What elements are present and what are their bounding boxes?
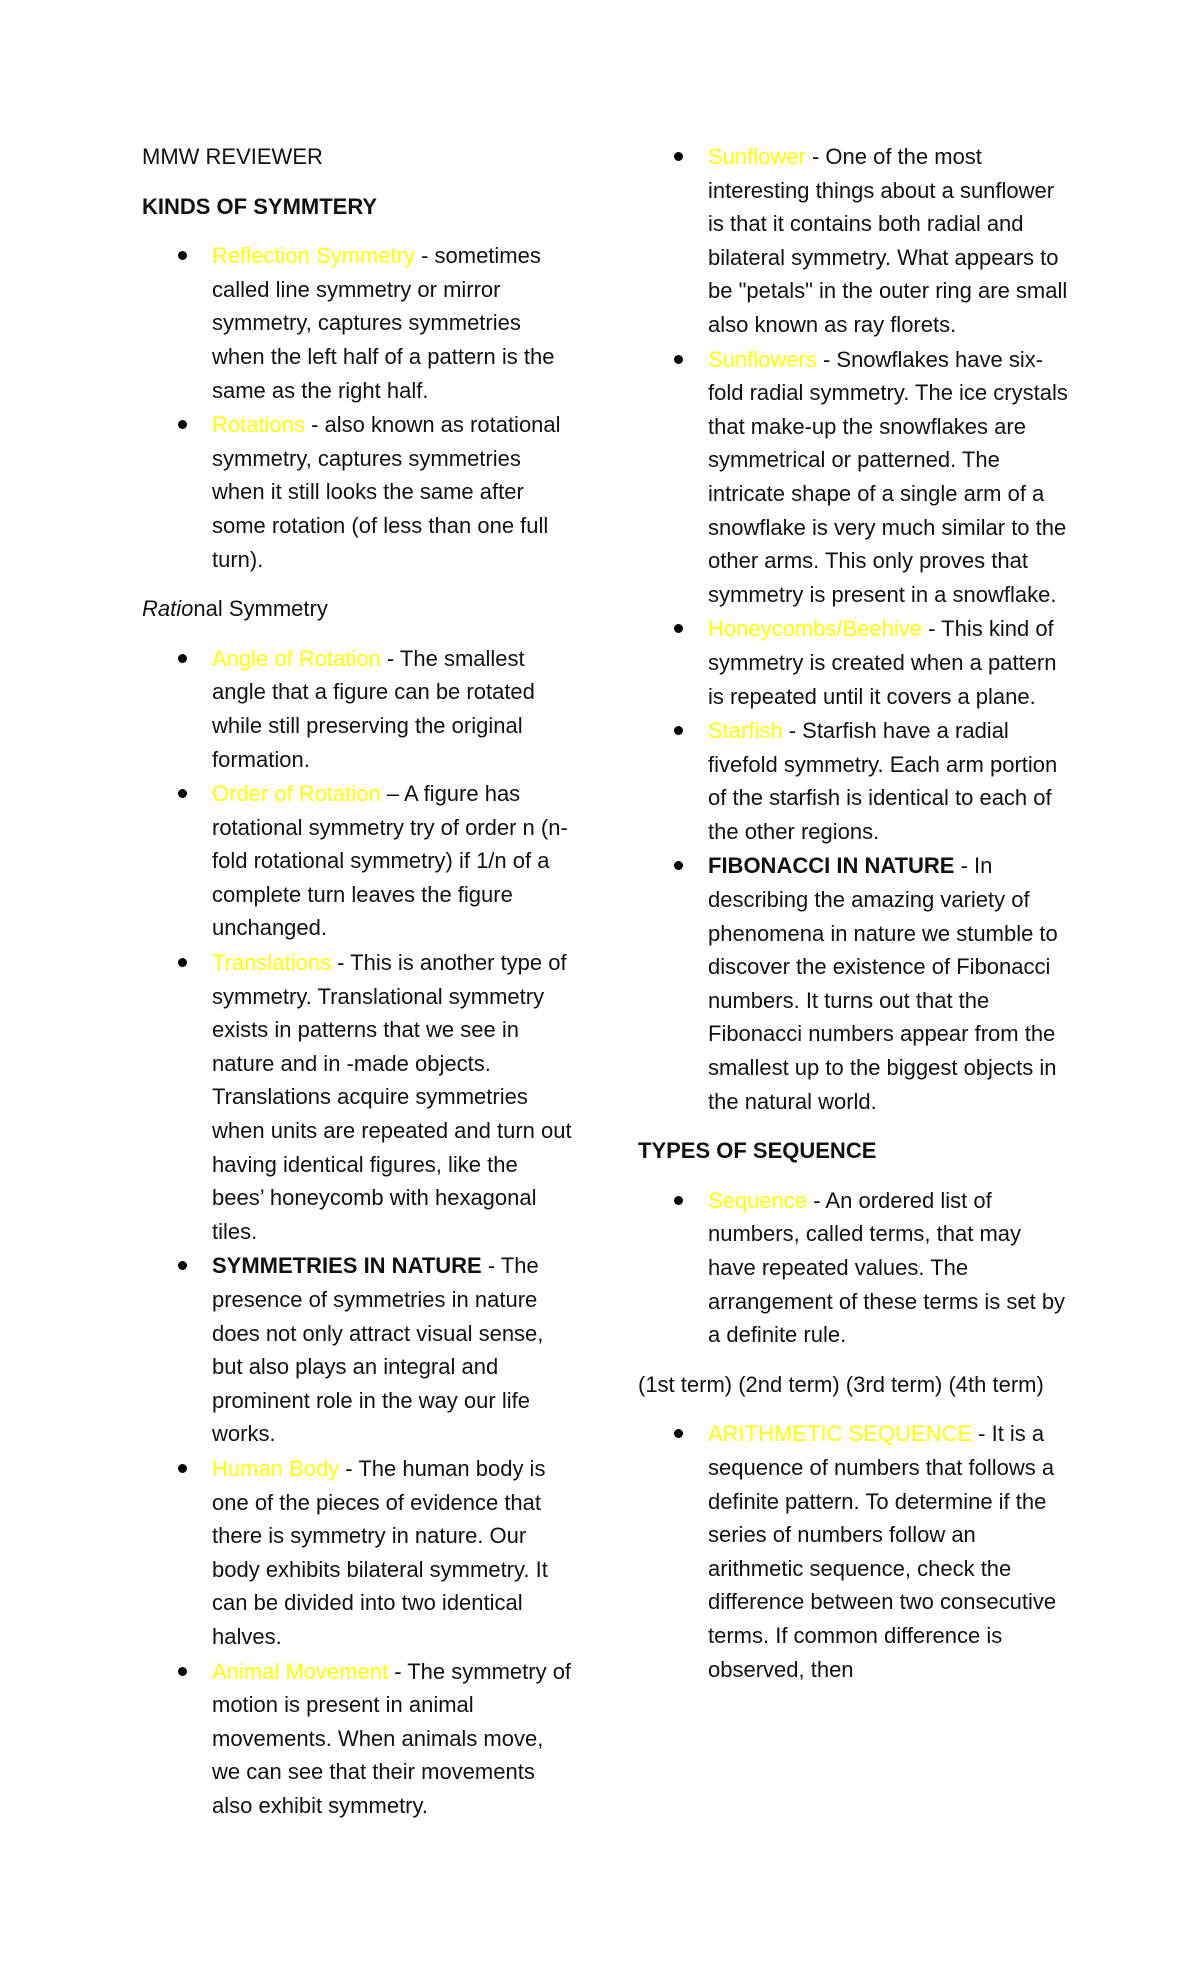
term-label: Sunflowers bbox=[708, 346, 817, 372]
term-label: Rotations bbox=[212, 412, 305, 438]
term-label: Order of Rotation bbox=[212, 781, 381, 807]
term-description: - The presence of symmetries in nature does not only attract visual sense, but also plays an integral and prominent role in the way our life works. bbox=[212, 1253, 544, 1447]
list-item bbox=[638, 1417, 1068, 1686]
term-label: ARITHMETIC SEQUENCE bbox=[708, 1421, 973, 1447]
bullet-icon bbox=[674, 152, 683, 161]
term-description: - The symmetry of motion is present in animal movements. When animals move, we can see that their movements also exhibit symmetry. bbox=[212, 1658, 572, 1818]
bullet-icon bbox=[178, 251, 187, 260]
subheading-rational-symmetry bbox=[142, 592, 572, 626]
term-description: - also known as rotational symmetry, captures symmetries when it still looks the same after some rotation (of less than one full turn). bbox=[212, 412, 561, 572]
list-item bbox=[142, 239, 572, 407]
term-label: Reflection Symmetry bbox=[212, 243, 415, 269]
term-description: - The smallest angle that a figure can be rotated while still preserving the original formation. bbox=[212, 645, 535, 772]
list-item bbox=[142, 777, 572, 945]
list-item bbox=[638, 140, 1068, 342]
list-item bbox=[638, 1184, 1068, 1352]
term-description: - Snowflakes have six-fold radial symmetry. The ice crystals that make-up the snowflakes are symmetrical or patterned. The intricate shape of a single arm of a snowflake is very much similar to the other arms. This only proves that symmetry is present in a snowflake. bbox=[708, 346, 1068, 607]
term-description: - An ordered list of numbers, called terms, that may have repeated values. The arrangement of these terms is set by a definite rule. bbox=[708, 1187, 1066, 1348]
bullet-icon bbox=[674, 1196, 683, 1205]
list-item-symmetries-in-nature bbox=[142, 1249, 572, 1451]
term-description: - The human body is one of the pieces of evidence that there is symmetry in nature. Our body exhibits bilateral symmetry. It can be divided into two identical halves. bbox=[212, 1455, 548, 1649]
list-item bbox=[142, 1655, 572, 1823]
bullet-icon bbox=[178, 1464, 187, 1473]
rational-symmetry-list bbox=[142, 642, 572, 1823]
term-description: - This is another type of symmetry. Translational symmetry exists in patterns that we see in nature and in -made objects. Translations acquire symmetries when units are repeated and turn out having identical figures, like the bees’ honeycomb with hexagonal tiles. bbox=[212, 950, 572, 1244]
term-description: - sometimes called line symmetry or mirror symmetry, captures symmetries when the left half of a pattern is the same as the right half. bbox=[212, 243, 555, 403]
term-label: Sunflower bbox=[708, 144, 806, 169]
term-label: Animal Movement bbox=[212, 1658, 389, 1684]
term-description: - It is a sequence of numbers that follows a definite pattern. To determine if the series of numbers follow an arithmetic sequence, check the difference between two consecutive terms. If common difference is observed, then bbox=[708, 1421, 1057, 1682]
term-description: - One of the most interesting things about a sunflower is that it contains both radial and bilateral symmetry. What appears to be "petals" in the outer ring are small also known as ray florets. bbox=[708, 144, 1068, 337]
symmetry-kinds-list bbox=[142, 239, 572, 576]
bullet-icon bbox=[674, 861, 683, 870]
bullet-icon bbox=[178, 958, 187, 967]
list-item bbox=[638, 612, 1068, 713]
right-column bbox=[638, 140, 1068, 1702]
subheading-italic-part: Ratio bbox=[142, 596, 194, 622]
list-item bbox=[142, 642, 572, 776]
term-label: Translations bbox=[212, 950, 332, 976]
term-description: - This kind of symmetry is created when a pattern is repeated until it covers a plane. bbox=[708, 616, 1057, 709]
term-label: Human Body bbox=[212, 1455, 340, 1481]
left-column bbox=[142, 140, 572, 1839]
bullet-icon bbox=[178, 654, 187, 663]
bullet-icon bbox=[178, 1667, 187, 1676]
bullet-icon bbox=[674, 726, 683, 735]
bullet-icon bbox=[674, 1429, 683, 1438]
subheading-rest: nal Symmetry bbox=[193, 596, 328, 622]
section-heading-types-of-sequence: TYPES OF SEQUENCE bbox=[638, 1138, 877, 1164]
list-item-fibonacci bbox=[638, 849, 1068, 1118]
term-label: Sequence bbox=[708, 1187, 808, 1213]
term-label: Angle of Rotation bbox=[212, 645, 381, 671]
section-heading-kinds-of-symmetry: KINDS OF SYMMTERY bbox=[142, 193, 378, 219]
terms-line: (1st term) (2nd term) (3rd term) (4th term) bbox=[638, 1371, 1044, 1397]
term-label: Starfish bbox=[708, 718, 783, 744]
list-item bbox=[142, 946, 572, 1248]
document-title: MMW REVIEWER bbox=[142, 144, 323, 169]
sequence-list bbox=[638, 1184, 1068, 1352]
term-label-bold: SYMMETRIES IN NATURE bbox=[212, 1253, 488, 1279]
list-item bbox=[142, 408, 572, 576]
nature-examples-list bbox=[638, 140, 1068, 1118]
list-item bbox=[638, 714, 1068, 848]
bullet-icon bbox=[178, 1261, 187, 1270]
bullet-icon bbox=[178, 420, 187, 429]
arithmetic-list bbox=[638, 1417, 1068, 1686]
list-item bbox=[142, 1452, 572, 1654]
term-description: - Starfish have a radial fivefold symmetry. Each arm portion of the starfish is identical to each of the other regions. bbox=[708, 718, 1058, 844]
term-description: – A figure has rotational symmetry try of order n (n-fold rotational symmetry) if 1/n of a complete turn leaves the figure unchanged. bbox=[212, 781, 568, 941]
bullet-icon bbox=[178, 789, 187, 798]
bullet-icon bbox=[674, 355, 683, 364]
term-label: Honeycombs/Beehive bbox=[708, 616, 923, 642]
term-description: - In describing the amazing variety of phenomena in nature we stumble to discover the existence of Fibonacci numbers. It turns out that the Fibonacci numbers appear from the smallest up to the biggest objects in the natural world. bbox=[708, 853, 1058, 1114]
bullet-icon bbox=[674, 624, 683, 633]
term-label-bold: FIBONACCI IN NATURE bbox=[708, 853, 955, 879]
list-item bbox=[638, 343, 1068, 612]
